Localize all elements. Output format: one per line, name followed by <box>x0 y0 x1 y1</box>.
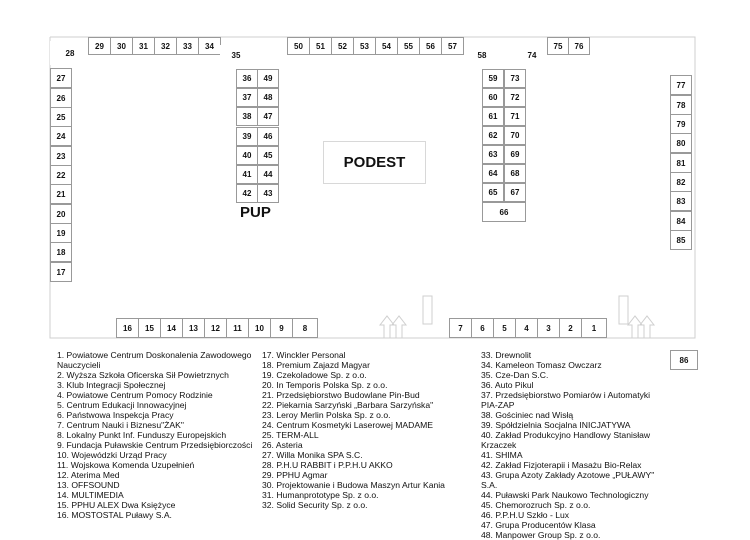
legend-item-39: 39. Spółdzielnia Socjalna INICJATYWA <box>481 420 631 430</box>
legend-item-42: 42. Zakład Fizjoterapii i Masażu Bio-Relax <box>481 460 642 470</box>
stand-38: 38 <box>236 107 258 126</box>
legend-item-47: 47. Grupa Producentów Klasa <box>481 520 596 530</box>
stand-23: 23 <box>50 146 72 166</box>
stand-47: 47 <box>257 107 279 126</box>
stand-55: 55 <box>397 37 420 55</box>
stand-4: 4 <box>515 318 538 338</box>
stand-33: 33 <box>176 37 199 55</box>
stand-22: 22 <box>50 165 72 185</box>
stand-27: 27 <box>50 68 72 88</box>
stand-44: 44 <box>257 165 279 184</box>
legend-item-14: 14. MULTIMEDIA <box>57 490 124 500</box>
stand-80: 80 <box>670 133 692 153</box>
stand-20: 20 <box>50 204 72 224</box>
hall-walls <box>50 37 695 338</box>
legend-item-7: 7. Centrum Nauki i Biznesu"ŻAK" <box>57 420 184 430</box>
legend-item-2: 2. Wyższa Szkoła Oficerska Sił Powietrznych <box>57 370 229 380</box>
stand-43: 43 <box>257 184 279 203</box>
stand-28: 28 <box>50 41 90 65</box>
stand-51: 51 <box>309 37 332 55</box>
stand-12: 12 <box>204 318 227 338</box>
stand-72: 72 <box>504 88 526 107</box>
legend-item-33: 33. Drewnolit <box>481 350 532 360</box>
legend-item-8: 8. Lokalny Punkt Inf. Funduszy Europejskich <box>57 430 227 440</box>
legend-item-23: 23. Leroy Merlin Polska Sp. z o.o. <box>262 410 391 420</box>
stand-60: 60 <box>482 88 504 107</box>
stand-37: 37 <box>236 88 258 107</box>
legend-item-22: 22. Piekarnia Sarzyński „Barbara Sarzyńska" <box>262 400 434 410</box>
stand-11: 11 <box>226 318 249 338</box>
stand-79: 79 <box>670 114 692 134</box>
stand-49: 49 <box>257 69 279 88</box>
stand-25: 25 <box>50 107 72 127</box>
stand-5: 5 <box>493 318 516 338</box>
stand-3: 3 <box>537 318 560 338</box>
stand-2: 2 <box>559 318 582 338</box>
legend-item-36: 36. Auto Pikul <box>481 380 534 390</box>
stand-15: 15 <box>138 318 161 338</box>
stand-69: 69 <box>504 145 526 164</box>
legend-item-12: 12. Aterima Med <box>57 470 120 480</box>
stand-41: 41 <box>236 165 258 184</box>
stand-52: 52 <box>331 37 354 55</box>
legend-column-1 <box>57 350 253 520</box>
stand-40: 40 <box>236 146 258 165</box>
legend-item-29: 29. PPHU Agmar <box>262 470 328 480</box>
stand-84: 84 <box>670 211 692 231</box>
legend-item-45: 45. Chemorozruch Sp. z o.o. <box>481 500 591 510</box>
legend-item-13: 13. OFFSOUND <box>57 480 120 490</box>
legend-item-9: 9. Fundacja Puławskie Centrum Przedsiębiorczości <box>57 440 253 450</box>
stand-7: 7 <box>449 318 472 338</box>
legend-item-44: 44. Puławski Park Naukowo Technologiczny <box>481 490 649 500</box>
legend-item-37: 37. Przedsiębiorstwo Pomiarów i Automatyki PIA-ZAP <box>481 390 651 410</box>
stand-45: 45 <box>257 146 279 165</box>
legend-item-32: 32. Solid Security Sp. z o.o. <box>262 500 368 510</box>
stand-58: 58 <box>468 45 496 65</box>
stand-53: 53 <box>353 37 376 55</box>
podest-label: PODEST <box>343 154 406 171</box>
legend-item-43: 43. Grupa Azoty Zakłady Azotowe „PUŁAWY" S.A. <box>481 470 655 490</box>
stand-68: 68 <box>504 164 526 183</box>
stand-63: 63 <box>482 145 504 164</box>
legend-item-11: 11. Wojskowa Komenda Uzupełnień <box>57 460 195 470</box>
legend-item-31: 31. Humanprototype Sp. z o.o. <box>262 490 379 500</box>
legend-item-16: 16. MOSTOSTAL Puławy S.A. <box>57 510 172 520</box>
pup-label: PUP <box>240 204 271 221</box>
stand-86: 86 <box>670 350 698 370</box>
stand-13: 13 <box>182 318 205 338</box>
stand-16: 16 <box>116 318 139 338</box>
stand-32: 32 <box>154 37 177 55</box>
legend-item-15: 15. PPHU ALEX Dwa Księżyce <box>57 500 176 510</box>
stand-19: 19 <box>50 223 72 243</box>
legend-item-48: 48. Manpower Group Sp. z o.o. <box>481 530 601 540</box>
legend-item-25: 25. TERM-ALL <box>262 430 319 440</box>
legend-item-10: 10. Wojewódzki Urząd Pracy <box>57 450 167 460</box>
legend-item-28: 28. P.H.U RABBIT i P.P.H.U AKKO <box>262 460 393 470</box>
stand-29: 29 <box>88 37 111 55</box>
stand-1: 1 <box>581 318 607 338</box>
legend-item-27: 27. Willa Monika SPA S.C. <box>262 450 363 460</box>
stand-36: 36 <box>236 69 258 88</box>
legend-item-24: 24. Centrum Kosmetyki Laserowej MADAME <box>262 420 433 430</box>
stand-30: 30 <box>110 37 133 55</box>
exit-arrow-bottom-left <box>380 316 406 338</box>
stand-14: 14 <box>160 318 183 338</box>
legend-item-46: 46. P.P.H.U Szkło - Lux <box>481 510 570 520</box>
podest-stage <box>323 141 426 184</box>
legend-item-5: 5. Centrum Edukacji Innowacyjnej <box>57 400 187 410</box>
legend-item-3: 3. Klub Integracji Społecznej <box>57 380 166 390</box>
legend-item-40: 40. Zakład Produkcyjno Handlowy Stanisław Krzaczek <box>481 430 651 450</box>
stand-9: 9 <box>270 318 293 338</box>
legend-column-2 <box>262 350 472 510</box>
legend-item-30: 30. Projektowanie i Budowa Maszyn Artur Kania <box>262 480 445 490</box>
stand-18: 18 <box>50 242 72 262</box>
stand-74: 74 <box>518 45 546 65</box>
legend-item-34: 34. Kameleon Tomasz Owczarz <box>481 360 602 370</box>
stand-78: 78 <box>670 95 692 115</box>
stand-24: 24 <box>50 126 72 146</box>
stand-73: 73 <box>504 69 526 88</box>
stand-6: 6 <box>471 318 494 338</box>
legend-item-1: 1. Powiatowe Centrum Doskonalenia Zawodowego Nauczycieli <box>57 350 252 370</box>
stand-65: 65 <box>482 183 504 202</box>
legend-item-41: 41. SHIMA <box>481 450 523 460</box>
legend-item-35: 35. Cze-Dan S.C. <box>481 370 549 380</box>
legend-item-38: 38. Gościniec nad Wisłą <box>481 410 574 420</box>
stand-31: 31 <box>132 37 155 55</box>
stand-83: 83 <box>670 191 692 211</box>
stand-76: 76 <box>568 37 590 55</box>
legend-item-21: 21. Przedsiębiorstwo Budowlane Pin-Bud <box>262 390 420 400</box>
exit-arrow-bottom-right <box>628 316 654 338</box>
stand-46: 46 <box>257 127 279 146</box>
stand-21: 21 <box>50 184 72 204</box>
legend-item-26: 26. Asteria <box>262 440 303 450</box>
stand-57: 57 <box>441 37 464 55</box>
stand-34: 34 <box>198 37 221 55</box>
stand-82: 82 <box>670 172 692 192</box>
legend-item-17: 17. Winckler Personal <box>262 350 346 360</box>
stand-67: 67 <box>504 183 526 202</box>
legend-item-20: 20. In Temporis Polska Sp. z o.o. <box>262 380 388 390</box>
stand-66: 66 <box>482 202 526 222</box>
stand-75: 75 <box>547 37 569 55</box>
stand-42: 42 <box>236 184 258 203</box>
stand-71: 71 <box>504 107 526 126</box>
stand-77: 77 <box>670 75 692 95</box>
legend-item-18: 18. Premium Zajazd Magyar <box>262 360 370 370</box>
stand-61: 61 <box>482 107 504 126</box>
stand-17: 17 <box>50 262 72 282</box>
stand-54: 54 <box>375 37 398 55</box>
stand-59: 59 <box>482 69 504 88</box>
stand-85: 85 <box>670 230 692 250</box>
stand-81: 81 <box>670 153 692 173</box>
stand-35: 35 <box>220 45 252 65</box>
stand-62: 62 <box>482 126 504 145</box>
stand-48: 48 <box>257 88 279 107</box>
legend-item-19: 19. Czekoladowe Sp. z o.o. <box>262 370 367 380</box>
legend-item-6: 6. Państwowa Inspekcja Pracy <box>57 410 174 420</box>
stand-70: 70 <box>504 126 526 145</box>
legend-column-3 <box>481 350 666 540</box>
stand-39: 39 <box>236 127 258 146</box>
stand-56: 56 <box>419 37 442 55</box>
stand-10: 10 <box>248 318 271 338</box>
stand-64: 64 <box>482 164 504 183</box>
stand-26: 26 <box>50 88 72 108</box>
stand-50: 50 <box>287 37 310 55</box>
legend-item-4: 4. Powiatowe Centrum Pomocy Rodzinie <box>57 390 213 400</box>
stand-8: 8 <box>292 318 318 338</box>
